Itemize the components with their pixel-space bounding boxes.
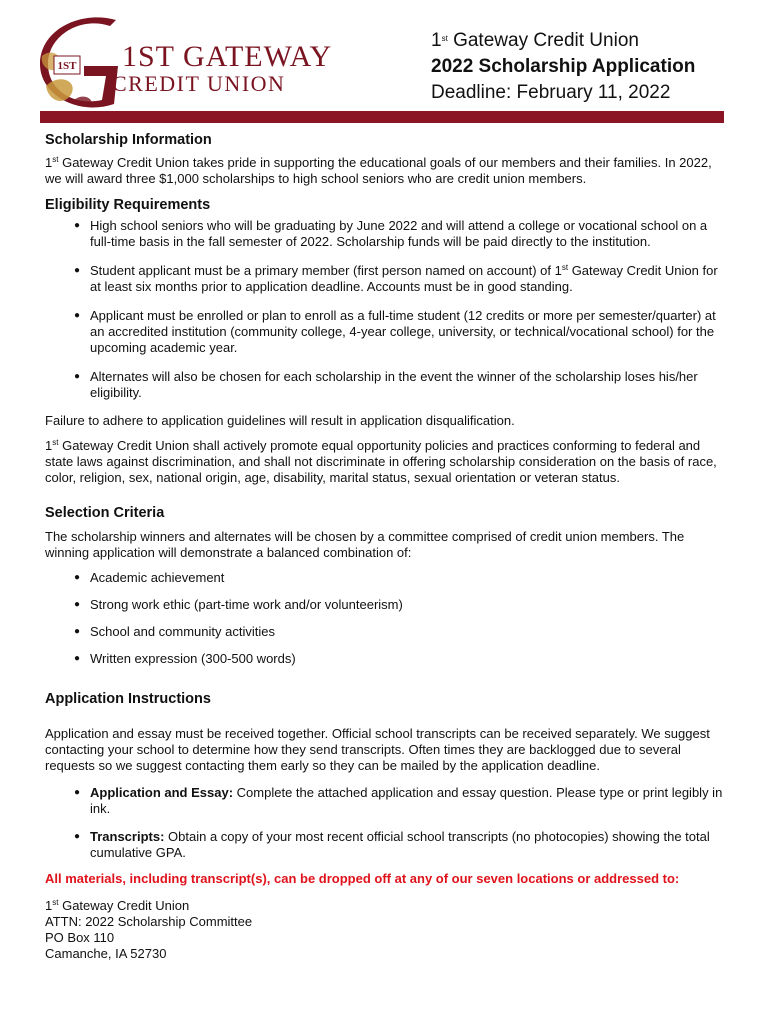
scholarship-info-text: Gateway Credit Union takes pride in supporting the educational goals of our members and their families. In 2022, we will award three $1,000 scholarships to high school seniors who are credit union members. xyxy=(45,155,712,186)
eligibility-heading: Eligibility Requirements xyxy=(45,197,211,213)
title-application: 2022 Scholarship Application xyxy=(431,56,696,77)
selection-heading: Selection Criteria xyxy=(45,505,165,521)
selection-list xyxy=(45,570,730,667)
title-org-sup: st xyxy=(441,34,448,43)
mailing-address xyxy=(45,898,730,962)
address-line-2: ATTN: 2022 Scholarship Committee xyxy=(45,914,253,929)
scholarship-info-paragraph xyxy=(45,155,730,187)
eo-sup: st xyxy=(52,438,59,447)
title-org-name xyxy=(431,28,695,54)
delivery-notice: All materials, including transcript(s), can be dropped off at any of our seven locations or addressed to: xyxy=(45,871,680,886)
eligibility-item: ● Applicant must be enrolled or plan to enroll as a full-time student (12 credits or more per semester/quarter) at an accredited institution (community college, 4-year college, university, or technical/vocational school) for the upcoming academic year. xyxy=(45,308,730,356)
address-line-4: Camanche, IA 52730 xyxy=(45,946,167,961)
document-title-block xyxy=(431,28,695,106)
instructions-heading: Application Instructions xyxy=(45,691,211,707)
instructions-intro: Application and essay must be received together. Official school transcripts can be received separately. We suggest contacting your school to determine how they send transcripts. Often times they are backlogged due to several requests so we suggest contacting them early so they can be mailed by the application deadline. xyxy=(45,726,710,773)
address-line1-sup: st xyxy=(52,898,59,907)
address-line1-rest: Gateway Credit Union xyxy=(58,898,190,913)
eligibility-list xyxy=(45,218,730,401)
eligibility-item: ● Alternates will also be chosen for each scholarship in the event the winner of the scholarship loses his/her eligibility. xyxy=(45,369,730,401)
selection-item: ● Academic achievement xyxy=(45,570,730,586)
selection-item: ● Strong work ethic (part-time work and/or volunteerism) xyxy=(45,597,730,613)
address-line-3: PO Box 110 xyxy=(45,930,115,945)
scholarship-info-heading: Scholarship Information xyxy=(45,132,212,148)
selection-intro: The scholarship winners and alternates will be chosen by a committee comprised of credit union members. The winning application will demonstrate a balanced combination of: xyxy=(45,529,685,560)
eligibility-item2-after: Gateway Credit Union for at least six months prior to application deadline. Accounts must be in good standing. xyxy=(90,263,718,294)
logo-emblem-text: 1ST xyxy=(57,60,77,72)
eo-text: Gateway Credit Union shall actively promote equal opportunity policies and practices conforming to federal and state laws against discrimination, and shall not discriminate in offering scholarship consideration on the basis of race, color, religion, sex, national origin, age, disability, marital status, sexual orientation or veteran status. xyxy=(45,438,717,485)
logo-line-2: CREDIT UNION xyxy=(112,71,286,96)
eligibility-item: ● High school seniors who will be graduating by June 2022 and will attend a college or vocational school on a full-time basis in the fall semester of 2022. Scholarship funds will be paid directly to the institution. xyxy=(45,218,730,250)
logo-line-1: 1ST GATEWAY xyxy=(122,40,333,73)
eligibility-item2-before: Student applicant must be a primary member (first person named on account) of 1 xyxy=(90,263,562,278)
failure-notice: Failure to adhere to application guidelines will result in application disqualification. xyxy=(45,413,515,428)
instructions-item xyxy=(45,829,730,861)
scholarship-info-num: 1 xyxy=(45,155,53,170)
instructions-item1-text: Complete the attached application and essay question. Please type or print legibly in ink. xyxy=(90,785,723,816)
title-org-rest: Gateway Credit Union xyxy=(447,30,639,51)
selection-item: ● School and community activities xyxy=(45,624,730,640)
title-org-num: 1 xyxy=(431,30,442,51)
credit-union-logo xyxy=(40,16,333,108)
eligibility-item xyxy=(45,263,730,295)
document-body xyxy=(45,131,730,962)
selection-item: ● Written expression (300-500 words) xyxy=(45,651,730,667)
instructions-item2-text: Obtain a copy of your most recent official school transcripts (no photocopies) showing the total cumulative GPA. xyxy=(90,829,710,860)
eo-num: 1 xyxy=(45,438,53,453)
instructions-item1-label: Application and Essay: xyxy=(90,785,234,800)
title-deadline: Deadline: February 11, 2022 xyxy=(431,82,671,103)
address-line-1 xyxy=(45,898,730,914)
equal-opportunity-paragraph xyxy=(45,438,730,486)
scholarship-info-sup: st xyxy=(52,155,59,164)
header-divider-bar xyxy=(40,111,724,123)
address-line1-num: 1 xyxy=(45,898,53,913)
instructions-item2-label: Transcripts: xyxy=(90,829,165,844)
instructions-list xyxy=(45,785,730,861)
instructions-item xyxy=(45,785,730,817)
eligibility-item2-sup: st xyxy=(561,263,569,272)
